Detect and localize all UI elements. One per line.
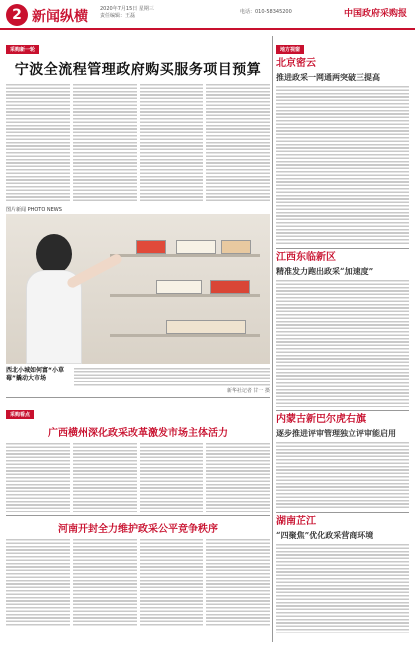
text-column [140,538,204,626]
story1-head: 北京密云 [276,58,316,69]
third-headline: 河南开封全力维护政采公平竞争秩序 [58,524,218,535]
text-column [73,538,137,626]
second-headline: 广西横州深化政采改革激发市场主体活力 [48,428,228,439]
divider [6,515,270,516]
lead-body [6,83,270,203]
photo-caption [6,367,270,387]
editor-line: 责任编辑：王磊 [100,13,136,19]
text-column [6,442,70,512]
story4-head: 湖南芷江 [276,516,316,527]
paper-logo: 中国政府采购报 [343,9,407,19]
text-column [6,83,70,203]
story3-body [276,441,409,509]
product-box [176,240,216,254]
news-photo [6,214,270,364]
divider [276,410,409,411]
product-box [210,280,250,294]
right-section [276,36,409,633]
story1-body [276,85,409,245]
product-box [221,240,251,254]
text-column [206,442,270,512]
person-head [36,234,72,274]
story3-head: 内蒙古新巴尔虎右旗 [276,414,366,425]
text-column [140,442,204,512]
hotline: 电话：010-58345200 [240,9,292,15]
text-column [73,442,137,512]
caption-text [74,367,270,387]
story4-sub: “四聚焦”优化政采营商环境 [276,530,374,540]
story3-sub: 逐步推进评审管理独立评审能启用 [276,428,396,438]
date-line [100,6,154,20]
story2-sub: 精准发力跑出政采“加速度” [276,266,374,276]
right-tag: 地方视窗 [276,45,304,54]
story4-body [276,543,409,633]
issue-date: 2020年7月15日 星期三 [100,6,154,12]
product-box [136,240,166,254]
text-column [206,83,270,203]
photo-credit: 新华社记者 甘一 摄 [226,388,270,394]
product-box [166,320,246,334]
section-title: 新闻纵横 [32,9,88,25]
lead-tag: 采购新一轮 [6,45,39,54]
divider [6,397,270,398]
story1-sub: 推进政采一网通两突破三提高 [276,72,380,82]
product-box [156,280,202,294]
story2-body [276,279,409,407]
shelf [110,254,260,257]
photo-label: 图片新闻 PHOTO NEWS [6,207,62,213]
divider [276,248,409,249]
lead-headline: 宁波全流程管理政府购买服务项目预算 [14,62,262,78]
story2-head: 江西东临新区 [276,252,336,263]
caption-title: 西北小城如何富“小草莓”撬动大市场 [6,367,64,382]
left-section [6,36,270,626]
divider [276,512,409,513]
text-column [6,538,70,626]
masthead [0,0,415,30]
second-tag: 采购看点 [6,410,34,419]
column-divider [272,36,273,642]
page-number: 2 [6,4,28,26]
text-column [140,83,204,203]
second-body [6,442,270,512]
text-column [206,538,270,626]
shelf [110,294,260,297]
person-arm [66,252,124,289]
third-body [6,538,270,626]
shelf [110,334,260,337]
text-column [73,83,137,203]
